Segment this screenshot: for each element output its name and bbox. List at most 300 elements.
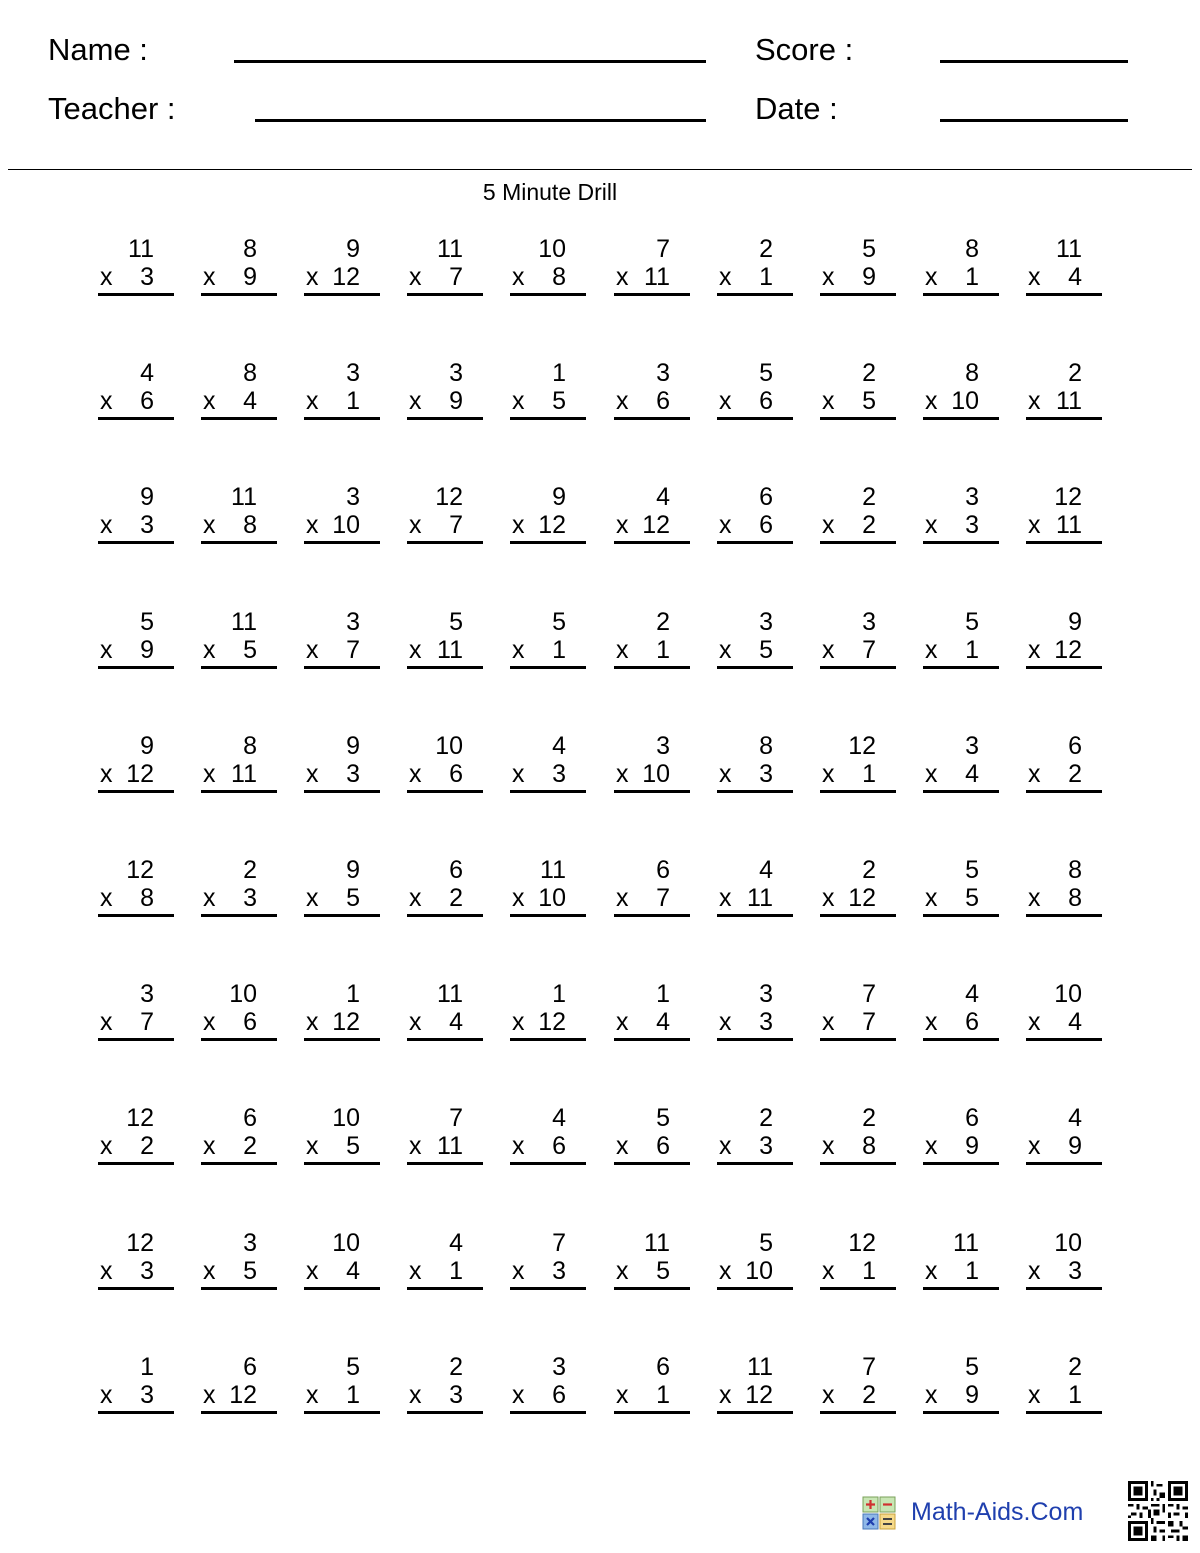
- answer-line[interactable]: [407, 417, 483, 420]
- multiplier: 10: [951, 387, 979, 415]
- answer-line[interactable]: [98, 790, 174, 793]
- multiplier: 1: [1068, 1381, 1082, 1409]
- multiplicand: 3: [140, 980, 154, 1008]
- multiply-sign: x: [512, 1132, 525, 1160]
- answer-line[interactable]: [407, 914, 483, 917]
- multiply-sign: x: [616, 1257, 629, 1285]
- multiply-sign: x: [1028, 511, 1041, 539]
- answer-line[interactable]: [1026, 417, 1102, 420]
- drill-title: 5 Minute Drill: [482, 179, 618, 205]
- answer-line[interactable]: [98, 1287, 174, 1290]
- answer-line[interactable]: [510, 417, 586, 420]
- multiplicand: 2: [759, 235, 773, 263]
- multiply-sign: x: [1028, 760, 1041, 788]
- multiply-sign: x: [616, 760, 629, 788]
- problem-item: [304, 732, 380, 802]
- multiplicand: 11: [747, 1353, 773, 1381]
- answer-line[interactable]: [407, 293, 483, 296]
- multiplier: 2: [1068, 760, 1082, 788]
- answer-line[interactable]: [1026, 1411, 1102, 1414]
- multiply-sign: x: [719, 1381, 732, 1409]
- problem-item: [304, 1229, 380, 1299]
- multiply-sign: x: [822, 387, 835, 415]
- answer-line[interactable]: [201, 1038, 277, 1041]
- multiplier: 5: [346, 884, 360, 912]
- multiplier: 3: [759, 1008, 773, 1036]
- answer-line[interactable]: [510, 1287, 586, 1290]
- answer-line[interactable]: [201, 666, 277, 669]
- problem-item: [717, 980, 793, 1050]
- multiply-sign: x: [100, 1008, 113, 1036]
- problem-item: [201, 483, 277, 553]
- multiplier: 12: [848, 884, 876, 912]
- answer-line[interactable]: [820, 541, 896, 544]
- multiplier: 2: [862, 511, 876, 539]
- answer-line[interactable]: [717, 1287, 793, 1290]
- answer-line[interactable]: [201, 790, 277, 793]
- score-field-line[interactable]: [940, 60, 1128, 63]
- answer-line[interactable]: [717, 1411, 793, 1414]
- multiply-sign: x: [306, 1008, 319, 1036]
- answer-line[interactable]: [98, 1038, 174, 1041]
- answer-line[interactable]: [98, 417, 174, 420]
- multiplier: 1: [656, 636, 670, 664]
- problem-item: [98, 1229, 174, 1299]
- answer-line[interactable]: [717, 293, 793, 296]
- answer-line[interactable]: [407, 1162, 483, 1165]
- multiplier: 11: [437, 1132, 463, 1160]
- problem-item: [98, 980, 174, 1050]
- multiplier: 4: [1068, 1008, 1082, 1036]
- teacher-label: Teacher :: [48, 91, 176, 126]
- multiplicand: 11: [437, 235, 463, 263]
- multiplicand: 2: [243, 856, 257, 884]
- answer-line[interactable]: [923, 914, 999, 917]
- answer-line[interactable]: [201, 1411, 277, 1414]
- answer-line[interactable]: [407, 541, 483, 544]
- problem-item: [304, 980, 380, 1050]
- problem-item: [304, 856, 380, 926]
- answer-line[interactable]: [1026, 293, 1102, 296]
- answer-line[interactable]: [407, 790, 483, 793]
- multiplier: 1: [965, 636, 979, 664]
- answer-line[interactable]: [1026, 1287, 1102, 1290]
- multiplier: 4: [243, 387, 257, 415]
- date-field-line[interactable]: [940, 119, 1128, 122]
- answer-line[interactable]: [717, 790, 793, 793]
- qr-code-icon: [1128, 1481, 1188, 1541]
- answer-line[interactable]: [717, 541, 793, 544]
- multiply-sign: x: [512, 636, 525, 664]
- problem-item: [407, 608, 483, 678]
- problem-item: [923, 359, 999, 429]
- problem-item: [614, 980, 690, 1050]
- multiply-sign: x: [306, 636, 319, 664]
- multiplicand: 12: [126, 1229, 154, 1257]
- answer-line[interactable]: [304, 541, 380, 544]
- answer-line[interactable]: [923, 541, 999, 544]
- multiply-sign: x: [203, 1381, 216, 1409]
- multiplier: 11: [437, 636, 463, 664]
- answer-line[interactable]: [304, 1162, 380, 1165]
- multiplicand: 7: [656, 235, 670, 263]
- answer-line[interactable]: [820, 1287, 896, 1290]
- problem-item: [407, 980, 483, 1050]
- answer-line[interactable]: [510, 293, 586, 296]
- answer-line[interactable]: [923, 1411, 999, 1414]
- answer-line[interactable]: [304, 417, 380, 420]
- multiplier: 11: [644, 263, 670, 291]
- answer-line[interactable]: [1026, 666, 1102, 669]
- date-label: Date :: [755, 91, 838, 126]
- answer-line[interactable]: [510, 1162, 586, 1165]
- multiply-sign: x: [306, 1132, 319, 1160]
- multiplier: 7: [862, 1008, 876, 1036]
- multiplicand: 3: [346, 359, 360, 387]
- answer-line[interactable]: [201, 417, 277, 420]
- name-field-line[interactable]: [234, 60, 706, 63]
- answer-line[interactable]: [304, 666, 380, 669]
- multiply-sign: x: [512, 511, 525, 539]
- multiplier: 5: [346, 1132, 360, 1160]
- multiplier: 6: [243, 1008, 257, 1036]
- multiplier: 6: [552, 1132, 566, 1160]
- multiply-sign: x: [203, 511, 216, 539]
- answer-line[interactable]: [614, 914, 690, 917]
- answer-line[interactable]: [304, 1287, 380, 1290]
- answer-line[interactable]: [407, 1411, 483, 1414]
- multiply-sign: x: [719, 760, 732, 788]
- multiply-sign: x: [925, 760, 938, 788]
- answer-line[interactable]: [614, 293, 690, 296]
- multiply-sign: x: [822, 760, 835, 788]
- multiplier: 3: [243, 884, 257, 912]
- multiplier: 12: [538, 511, 566, 539]
- problem-item: [1026, 1104, 1102, 1174]
- multiplicand: 3: [449, 359, 463, 387]
- multiplier: 2: [243, 1132, 257, 1160]
- multiplier: 5: [965, 884, 979, 912]
- problem-item: [717, 483, 793, 553]
- problem-item: [304, 235, 380, 305]
- answer-line[interactable]: [923, 293, 999, 296]
- multiplicand: 11: [231, 483, 257, 511]
- answer-line[interactable]: [201, 293, 277, 296]
- answer-line[interactable]: [614, 666, 690, 669]
- multiplier: 1: [965, 1257, 979, 1285]
- multiply-sign: x: [100, 636, 113, 664]
- answer-line[interactable]: [201, 541, 277, 544]
- multiply-sign: x: [616, 511, 629, 539]
- problem-item: [510, 856, 586, 926]
- answer-line[interactable]: [820, 293, 896, 296]
- problem-item: [510, 1104, 586, 1174]
- answer-line[interactable]: [923, 1038, 999, 1041]
- answer-line[interactable]: [717, 1162, 793, 1165]
- answer-line[interactable]: [614, 1287, 690, 1290]
- answer-line[interactable]: [201, 914, 277, 917]
- multiply-sign: x: [100, 1132, 113, 1160]
- answer-line[interactable]: [717, 666, 793, 669]
- problem-item: [201, 608, 277, 678]
- answer-line[interactable]: [407, 1287, 483, 1290]
- multiplicand: 8: [243, 732, 257, 760]
- multiplier: 3: [140, 263, 154, 291]
- problem-item: [1026, 1353, 1102, 1423]
- answer-line[interactable]: [717, 914, 793, 917]
- multiply-sign: x: [822, 1381, 835, 1409]
- answer-line[interactable]: [201, 1287, 277, 1290]
- problem-item: [614, 359, 690, 429]
- multiplier: 3: [552, 1257, 566, 1285]
- multiplicand: 4: [656, 483, 670, 511]
- answer-line[interactable]: [923, 666, 999, 669]
- answer-line[interactable]: [407, 1038, 483, 1041]
- answer-line[interactable]: [304, 914, 380, 917]
- multiplier: 6: [449, 760, 463, 788]
- problem-item: [923, 980, 999, 1050]
- problem-item: [820, 980, 896, 1050]
- answer-line[interactable]: [923, 417, 999, 420]
- problem-item: [510, 1229, 586, 1299]
- multiplier: 11: [1056, 387, 1082, 415]
- problem-item: [923, 1104, 999, 1174]
- answer-line[interactable]: [717, 417, 793, 420]
- multiplier: 3: [552, 760, 566, 788]
- answer-line[interactable]: [304, 1411, 380, 1414]
- multiply-sign: x: [719, 1257, 732, 1285]
- problem-item: [510, 608, 586, 678]
- problem-item: [201, 1104, 277, 1174]
- multiplier: 12: [642, 511, 670, 539]
- answer-line[interactable]: [510, 914, 586, 917]
- problem-item: [614, 732, 690, 802]
- problem-item: [820, 483, 896, 553]
- problem-item: [717, 732, 793, 802]
- answer-line[interactable]: [98, 1411, 174, 1414]
- answer-line[interactable]: [1026, 914, 1102, 917]
- answer-line[interactable]: [98, 914, 174, 917]
- multiplier: 11: [231, 760, 257, 788]
- multiplicand: 3: [656, 359, 670, 387]
- teacher-field-line[interactable]: [255, 119, 706, 122]
- problem-item: [923, 235, 999, 305]
- multiply-sign: x: [616, 263, 629, 291]
- problem-item: [304, 1353, 380, 1423]
- problem-item: [407, 235, 483, 305]
- multiplicand: 3: [965, 732, 979, 760]
- multiplicand: 11: [128, 235, 154, 263]
- problem-item: [717, 235, 793, 305]
- problem-item: [1026, 359, 1102, 429]
- answer-line[interactable]: [304, 293, 380, 296]
- multiplier: 12: [126, 760, 154, 788]
- multiplier: 7: [140, 1008, 154, 1036]
- multiplier: 9: [243, 263, 257, 291]
- answer-line[interactable]: [820, 914, 896, 917]
- answer-line[interactable]: [820, 1411, 896, 1414]
- multiplicand: 12: [848, 732, 876, 760]
- multiply-sign: x: [1028, 884, 1041, 912]
- multiplicand: 9: [1068, 608, 1082, 636]
- multiply-sign: x: [306, 1381, 319, 1409]
- multiply-sign: x: [306, 263, 319, 291]
- multiply-sign: x: [203, 760, 216, 788]
- multiplicand: 11: [437, 980, 463, 1008]
- answer-line[interactable]: [98, 666, 174, 669]
- problem-item: [201, 856, 277, 926]
- multiplicand: 10: [332, 1229, 360, 1257]
- multiply-sign: x: [100, 884, 113, 912]
- answer-line[interactable]: [820, 1038, 896, 1041]
- multiplicand: 5: [346, 1353, 360, 1381]
- multiplier: 9: [965, 1132, 979, 1160]
- problem-item: [510, 483, 586, 553]
- answer-line[interactable]: [1026, 1162, 1102, 1165]
- multiplicand: 2: [759, 1104, 773, 1132]
- problem-item: [923, 732, 999, 802]
- multiply-sign: x: [409, 760, 422, 788]
- answer-line[interactable]: [510, 666, 586, 669]
- problem-item: [614, 1353, 690, 1423]
- multiplicand: 1: [552, 980, 566, 1008]
- multiplier: 10: [642, 760, 670, 788]
- multiply-sign: x: [512, 1381, 525, 1409]
- answer-line[interactable]: [923, 790, 999, 793]
- multiply-sign: x: [925, 1381, 938, 1409]
- multiplicand: 5: [140, 608, 154, 636]
- problem-item: [820, 856, 896, 926]
- multiply-sign: x: [822, 1257, 835, 1285]
- problem-item: [98, 235, 174, 305]
- multiply-sign: x: [925, 1008, 938, 1036]
- answer-line[interactable]: [614, 1411, 690, 1414]
- multiplier: 3: [140, 1257, 154, 1285]
- multiply-sign: x: [925, 263, 938, 291]
- problem-item: [717, 1353, 793, 1423]
- multiply-sign: x: [1028, 1008, 1041, 1036]
- multiplicand: 7: [449, 1104, 463, 1132]
- footer-brand-link[interactable]: Math-Aids.Com: [911, 1498, 1084, 1526]
- multiplier: 1: [449, 1257, 463, 1285]
- answer-line[interactable]: [820, 666, 896, 669]
- multiplicand: 2: [862, 1104, 876, 1132]
- multiplicand: 4: [552, 732, 566, 760]
- multiply-sign: x: [1028, 1257, 1041, 1285]
- multiplicand: 12: [848, 1229, 876, 1257]
- problem-item: [98, 359, 174, 429]
- answer-line[interactable]: [98, 1162, 174, 1165]
- answer-line[interactable]: [1026, 541, 1102, 544]
- multiply-sign: x: [203, 387, 216, 415]
- problem-item: [98, 483, 174, 553]
- answer-line[interactable]: [717, 1038, 793, 1041]
- answer-line[interactable]: [510, 1038, 586, 1041]
- problem-item: [510, 1353, 586, 1423]
- answer-line[interactable]: [510, 1411, 586, 1414]
- multiplier: 3: [759, 1132, 773, 1160]
- multiplier: 6: [552, 1381, 566, 1409]
- multiplier: 12: [229, 1381, 257, 1409]
- multiplier: 10: [538, 884, 566, 912]
- multiplicand: 6: [1068, 732, 1082, 760]
- multiply-sign: x: [409, 511, 422, 539]
- problem-item: [98, 856, 174, 926]
- answer-line[interactable]: [407, 666, 483, 669]
- answer-line[interactable]: [820, 1162, 896, 1165]
- problem-item: [717, 359, 793, 429]
- multiplicand: 9: [140, 732, 154, 760]
- answer-line[interactable]: [614, 1038, 690, 1041]
- multiplicand: 1: [346, 980, 360, 1008]
- problem-item: [717, 1229, 793, 1299]
- multiplicand: 2: [862, 856, 876, 884]
- multiplier: 9: [965, 1381, 979, 1409]
- problem-item: [201, 980, 277, 1050]
- answer-line[interactable]: [614, 541, 690, 544]
- multiply-sign: x: [1028, 263, 1041, 291]
- answer-line[interactable]: [1026, 790, 1102, 793]
- multiply-sign: x: [822, 636, 835, 664]
- answer-line[interactable]: [614, 417, 690, 420]
- multiplier: 7: [862, 636, 876, 664]
- answer-line[interactable]: [923, 1287, 999, 1290]
- multiply-sign: x: [1028, 636, 1041, 664]
- multiplicand: 3: [759, 608, 773, 636]
- multiplicand: 4: [1068, 1104, 1082, 1132]
- multiply-sign: x: [1028, 387, 1041, 415]
- problem-item: [201, 235, 277, 305]
- answer-line[interactable]: [820, 790, 896, 793]
- problem-item: [820, 359, 896, 429]
- answer-line[interactable]: [510, 790, 586, 793]
- problem-item: [614, 483, 690, 553]
- multiplicand: 9: [346, 856, 360, 884]
- answer-line[interactable]: [614, 790, 690, 793]
- problem-item: [923, 483, 999, 553]
- problem-item: [407, 483, 483, 553]
- multiply-sign: x: [925, 884, 938, 912]
- answer-line[interactable]: [98, 293, 174, 296]
- multiplicand: 5: [759, 359, 773, 387]
- multiplier: 8: [862, 1132, 876, 1160]
- multiply-sign: x: [409, 636, 422, 664]
- multiplicand: 9: [140, 483, 154, 511]
- answer-line[interactable]: [923, 1162, 999, 1165]
- problem-item: [820, 235, 896, 305]
- answer-line[interactable]: [98, 541, 174, 544]
- multiplier: 5: [243, 1257, 257, 1285]
- problem-item: [614, 608, 690, 678]
- multiplier: 5: [862, 387, 876, 415]
- multiplier: 6: [656, 1132, 670, 1160]
- multiplicand: 6: [656, 1353, 670, 1381]
- answer-line[interactable]: [201, 1162, 277, 1165]
- problem-item: [98, 732, 174, 802]
- multiplier: 1: [552, 636, 566, 664]
- multiplicand: 2: [1068, 359, 1082, 387]
- answer-line[interactable]: [614, 1162, 690, 1165]
- answer-line[interactable]: [1026, 1038, 1102, 1041]
- answer-line[interactable]: [304, 1038, 380, 1041]
- answer-line[interactable]: [304, 790, 380, 793]
- multiplier: 8: [1068, 884, 1082, 912]
- multiplier: 1: [965, 263, 979, 291]
- multiplicand: 11: [1056, 235, 1082, 263]
- answer-line[interactable]: [820, 417, 896, 420]
- answer-line[interactable]: [510, 541, 586, 544]
- multiplicand: 1: [140, 1353, 154, 1381]
